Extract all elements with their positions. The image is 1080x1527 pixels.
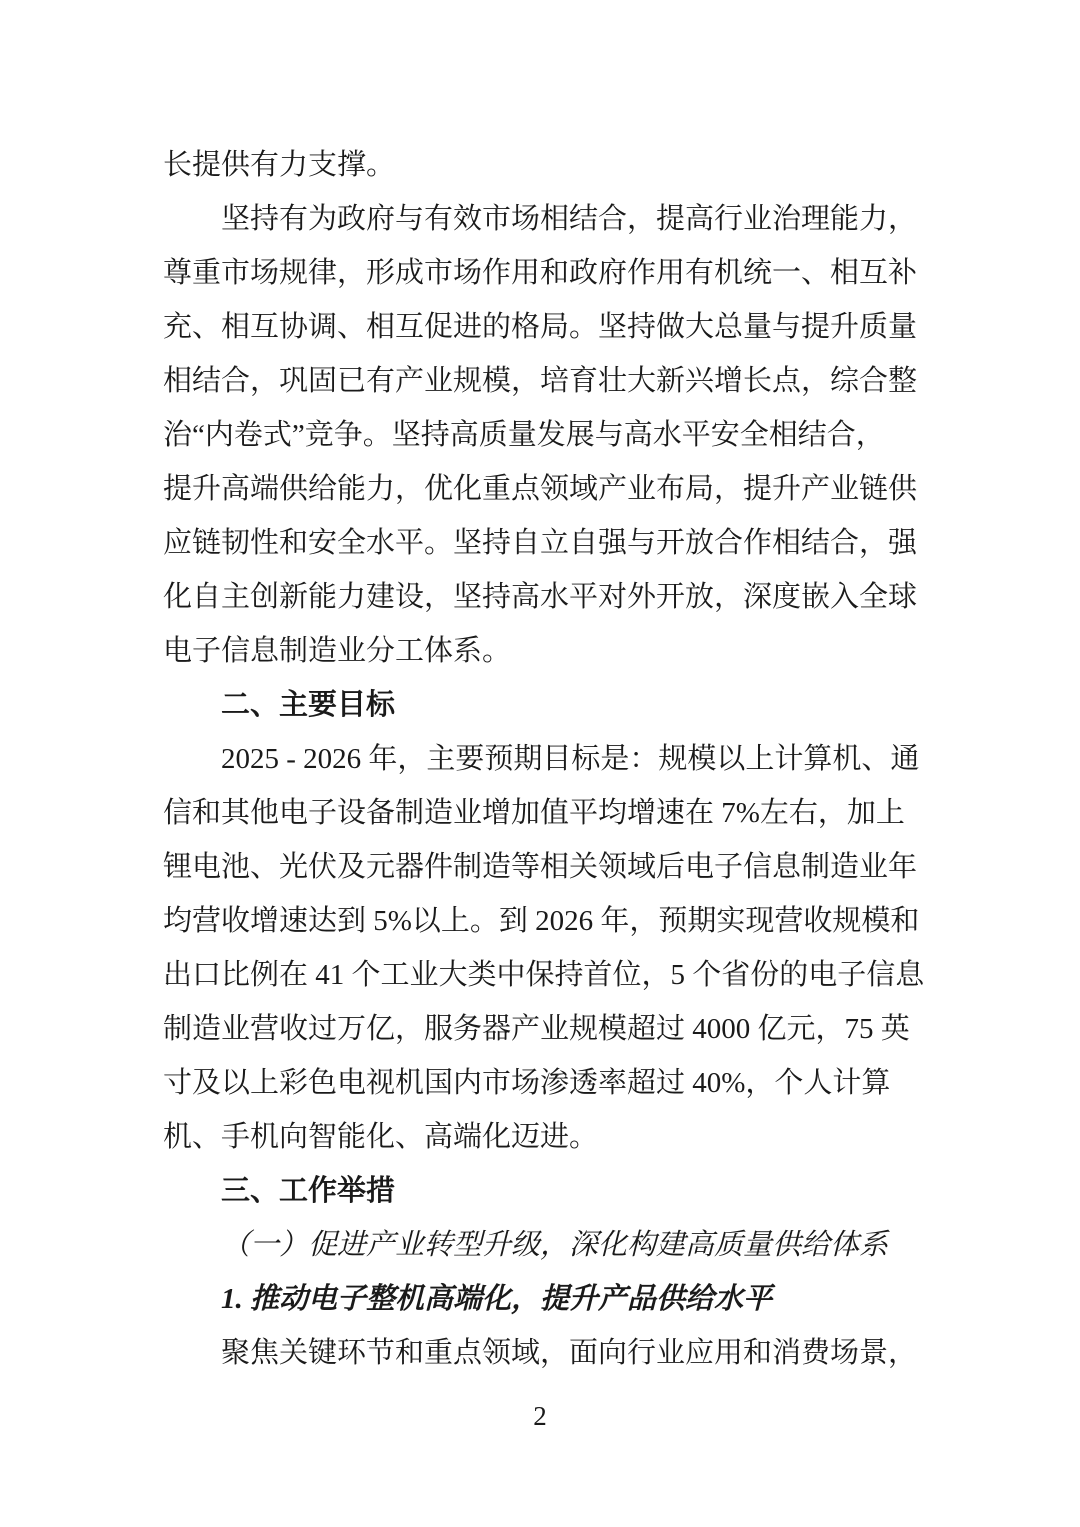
body-line: 尊重市场规律，形成市场作用和政府作用有机统一、相互补	[163, 257, 918, 289]
section-heading: 二、主要目标	[221, 689, 396, 721]
body-line: 治“内卷式”竞争。坚持高质量发展与高水平安全相结合，	[163, 419, 885, 451]
body-line: 机、手机向智能化、高端化迈进。	[163, 1121, 599, 1153]
body-line: 均营收增速达到 5%以上。到 2026 年，预期实现营收规模和	[163, 905, 920, 937]
body-line: 应链韧性和安全水平。坚持自立自强与开放合作相结合，强	[163, 527, 918, 559]
body-line: 制造业营收过万亿，服务器产业规模超过 4000 亿元，75 英	[163, 1013, 910, 1045]
body-line: 长提供有力支撑。	[163, 149, 396, 181]
subsection-heading: （一）促进产业转型升级，深化构建高质量供给体系	[221, 1229, 889, 1261]
body-line: 充、相互协调、相互促进的格局。坚持做大总量与提升质量	[163, 311, 918, 343]
point-heading: 1. 推动电子整机高端化，提升产品供给水平	[221, 1283, 773, 1315]
body-line: 出口比例在 41 个工业大类中保持首位，5 个省份的电子信息	[163, 959, 925, 991]
page-number: 2	[533, 1401, 547, 1431]
body-line: 聚焦关键环节和重点领域，面向行业应用和消费场景，	[221, 1337, 918, 1369]
body-line: 提升高端供给能力，优化重点领域产业布局，提升产业链供	[163, 473, 918, 505]
text-lines	[163, 138, 923, 1380]
body-line: 2025 - 2026 年，主要预期目标是：规模以上计算机、通	[221, 743, 920, 775]
body-line: 锂电池、光伏及元器件制造等相关领域后电子信息制造业年	[163, 851, 918, 883]
body-line: 电子信息制造业分工体系。	[163, 635, 512, 667]
body-line: 相结合，巩固已有产业规模，培育壮大新兴增长点，综合整	[163, 365, 918, 397]
section-heading: 三、工作举措	[221, 1175, 396, 1207]
body-line: 化自主创新能力建设，坚持高水平对外开放，深度嵌入全球	[163, 581, 918, 613]
body-line: 信和其他电子设备制造业增加值平均增速在 7%左右，加上	[163, 797, 905, 829]
body-line: 坚持有为政府与有效市场相结合，提高行业治理能力，	[221, 203, 918, 235]
body-line: 寸及以上彩色电视机国内市场渗透率超过 40%，个人计算	[163, 1067, 891, 1099]
